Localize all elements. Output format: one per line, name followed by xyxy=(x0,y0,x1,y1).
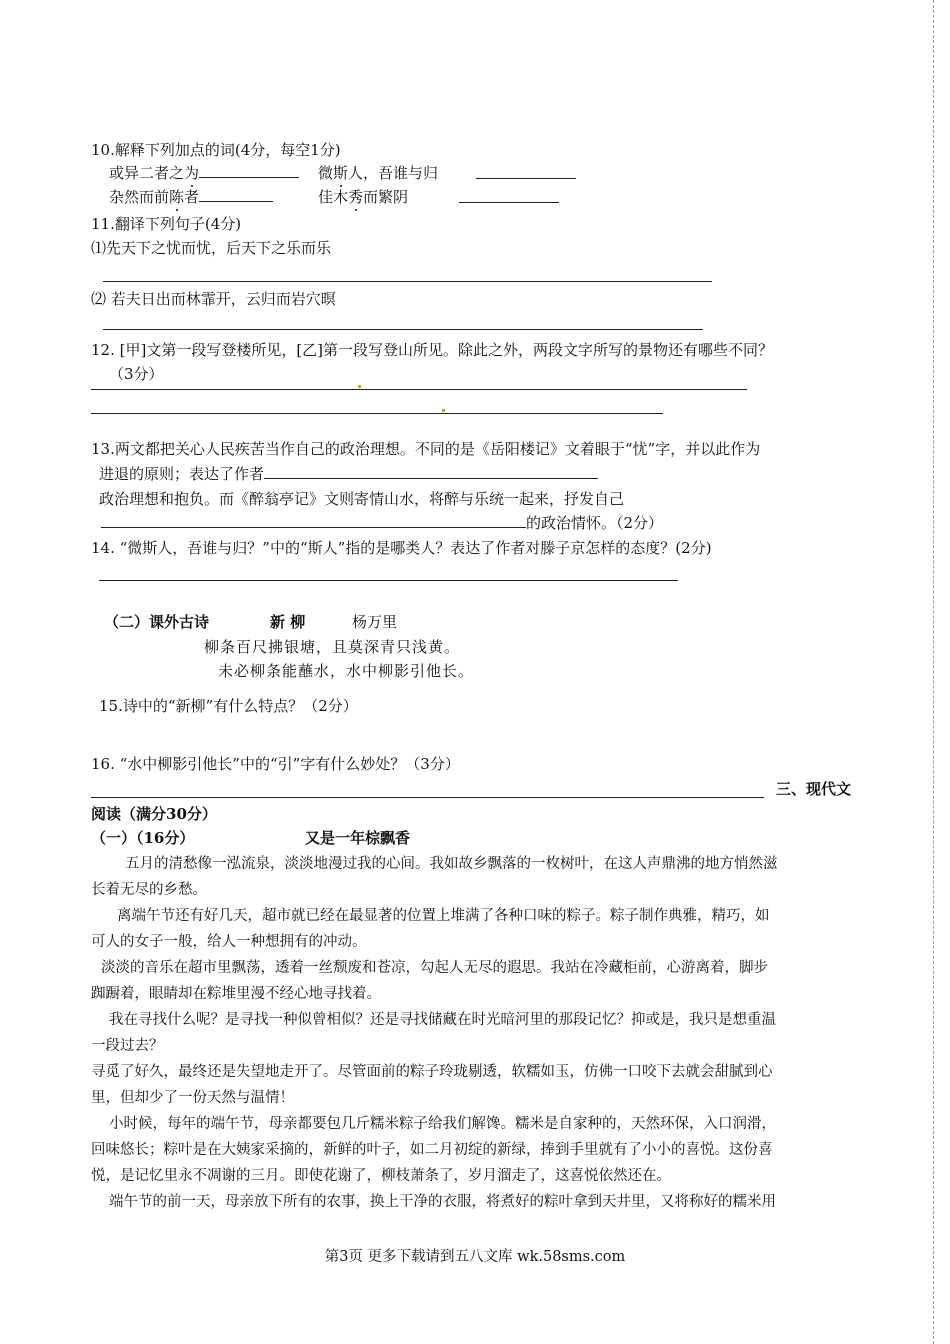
answer-line[interactable] xyxy=(99,580,678,581)
reading-line: 寻觅了好久，最终还是失望地走开了。尽管面前的粽子玲珑剔透，软糯如玉，仿佛一口咬下去就会甜腻到心 xyxy=(91,1064,773,1080)
answer-line[interactable] xyxy=(91,797,764,798)
poem-author: 杨万里 xyxy=(352,613,398,631)
q12-score: （3分） xyxy=(109,365,164,383)
reading-line: 我在寻找什么呢？是寻找一种似曾相似？还是寻找储藏在时光暗河里的那段记忆？抑或是，我只是想重温 xyxy=(109,1012,776,1028)
reading-line: 里，但却少了一份天然与温情！ xyxy=(91,1090,294,1106)
reading-line: 一段过去？ xyxy=(91,1038,164,1054)
reading-line: 五月的清愁像一泓流泉，淡淡地漫过我的心间。我如故乡飘落的一枚树叶，在这人声鼎沸的地方悄然滋 xyxy=(125,856,778,872)
reading-line: 小时候，每年的端午节，母亲都要包几斤糯米粽子给我们解馋。糯米是自家种的，天然环保，入口润滑， xyxy=(109,1116,776,1132)
section-3-heading: 三、现代文 xyxy=(776,780,852,798)
q11-sentence-1: ⑴先天下之忧而忧，后天下之乐而乐 xyxy=(91,239,332,257)
reading-line: 离端午节还有好几天，超市就已经在最显著的位置上堆满了各种口味的粽子。粽子制作典雅，精巧，如 xyxy=(117,908,770,924)
scan-mark xyxy=(358,385,361,388)
answer-blank[interactable] xyxy=(476,164,576,179)
q10-item-4: 佳木秀而繁阴 xyxy=(318,188,409,206)
q14-question: 14. “微斯人，吾谁与归？”中的“斯人”指的是哪类人？表达了作者对滕子京怎样的态度？(2分) xyxy=(91,539,712,557)
reading-line: 长着无尽的乡愁。 xyxy=(91,882,207,898)
reading-line: 可人的女子一般，给人一种想拥有的冲动。 xyxy=(91,934,367,950)
reading-line: 悦，是记忆里永不凋谢的三月。即使花谢了，柳枝萧条了，岁月溜走了，这喜悦依然还在。 xyxy=(91,1168,671,1184)
reading-line: 端午节的前一天，母亲放下所有的农事，换上干净的衣服，将煮好的粽叶拿到天井里，又将称好的糯米用 xyxy=(109,1194,776,1210)
reading-line: 踟蹰着，眼睛却在粽堆里漫不经心地寻找着。 xyxy=(91,986,381,1002)
poem-line-2: 未必柳条能蘸水，水中柳影引他长。 xyxy=(218,662,475,680)
reading-text xyxy=(91,851,891,1215)
reading-title: 又是一年棕飘香 xyxy=(305,829,411,847)
answer-line[interactable] xyxy=(103,281,712,282)
reading-subheading: （一）（16分） xyxy=(91,829,195,847)
answer-blank[interactable] xyxy=(199,187,273,202)
q11-sentence-2: ⑵ 若夫日出而林霏开，云归而岩穴暝 xyxy=(91,290,336,308)
margin-guide-line xyxy=(933,0,934,1344)
poem-section-heading: （二）课外古诗 xyxy=(104,613,210,631)
reading-line: 回味悠长；粽叶是在大姨家采摘的，新鲜的叶子，如二月初绽的新绿，捧到手里就有了小小的喜悦。这份喜 xyxy=(91,1142,773,1158)
answer-blank[interactable] xyxy=(101,513,526,528)
answer-line[interactable] xyxy=(103,329,703,330)
q16-question: 16. “水中柳影引他长”中的“引”字有什么妙处？（3分） xyxy=(91,755,460,773)
q10-item-2: 微斯人，吾谁与归 xyxy=(318,164,439,182)
answer-line[interactable] xyxy=(91,389,747,390)
q15-question: 15.诗中的“新柳”有什么特点？（2分） xyxy=(99,697,358,715)
answer-line[interactable] xyxy=(91,413,663,414)
q10-item-3: 杂然而前陈者 xyxy=(109,187,273,207)
answer-blank[interactable] xyxy=(459,188,559,203)
section-3-heading-cont: 阅读（满分30分） xyxy=(91,805,217,823)
q13-line-2: 进退的原则；表达了作者 xyxy=(99,464,598,484)
poem-title: 新 柳 xyxy=(270,613,306,631)
q13-line-1: 13.两文都把关心人民疾苦当作自己的政治理想。不同的是《岳阳楼记》文着眼于“忧”字，并以此作为 xyxy=(91,440,761,458)
q10-title: 10.解释下列加点的词(4分，每空1分) xyxy=(91,141,341,159)
q13-line-4: 的政治情怀。（2分） xyxy=(101,513,663,533)
q11-title: 11.翻译下列句子(4分) xyxy=(91,215,242,233)
q12-question: 12. [甲]文第一段写登楼所见，[乙]第一段写登山所见。除此之外，两段文字所写的景物还有哪些不同？ xyxy=(91,341,774,359)
reading-line: 淡淡的音乐在超市里飘荡，透着一丝颓废和苍凉，勾起人无尽的遐思。我站在冷藏柜前，心游离着，脚步 xyxy=(101,960,768,976)
scan-mark xyxy=(442,409,445,412)
page-footer: 第3页 更多下载请到五八文库 wk.58sms.com xyxy=(324,1249,626,1265)
answer-blank[interactable] xyxy=(264,464,598,479)
answer-blank[interactable] xyxy=(199,163,299,178)
q13-line-3: 政治理想和抱负。而《醉翁亭记》文则寄情山水，将醉与乐统一起来，抒发自己 xyxy=(99,490,625,508)
q10-item-1: 或异二者之为 xyxy=(109,163,299,183)
poem-line-1: 柳条百尺拂银塘，且莫深青只浅黄。 xyxy=(204,638,461,656)
